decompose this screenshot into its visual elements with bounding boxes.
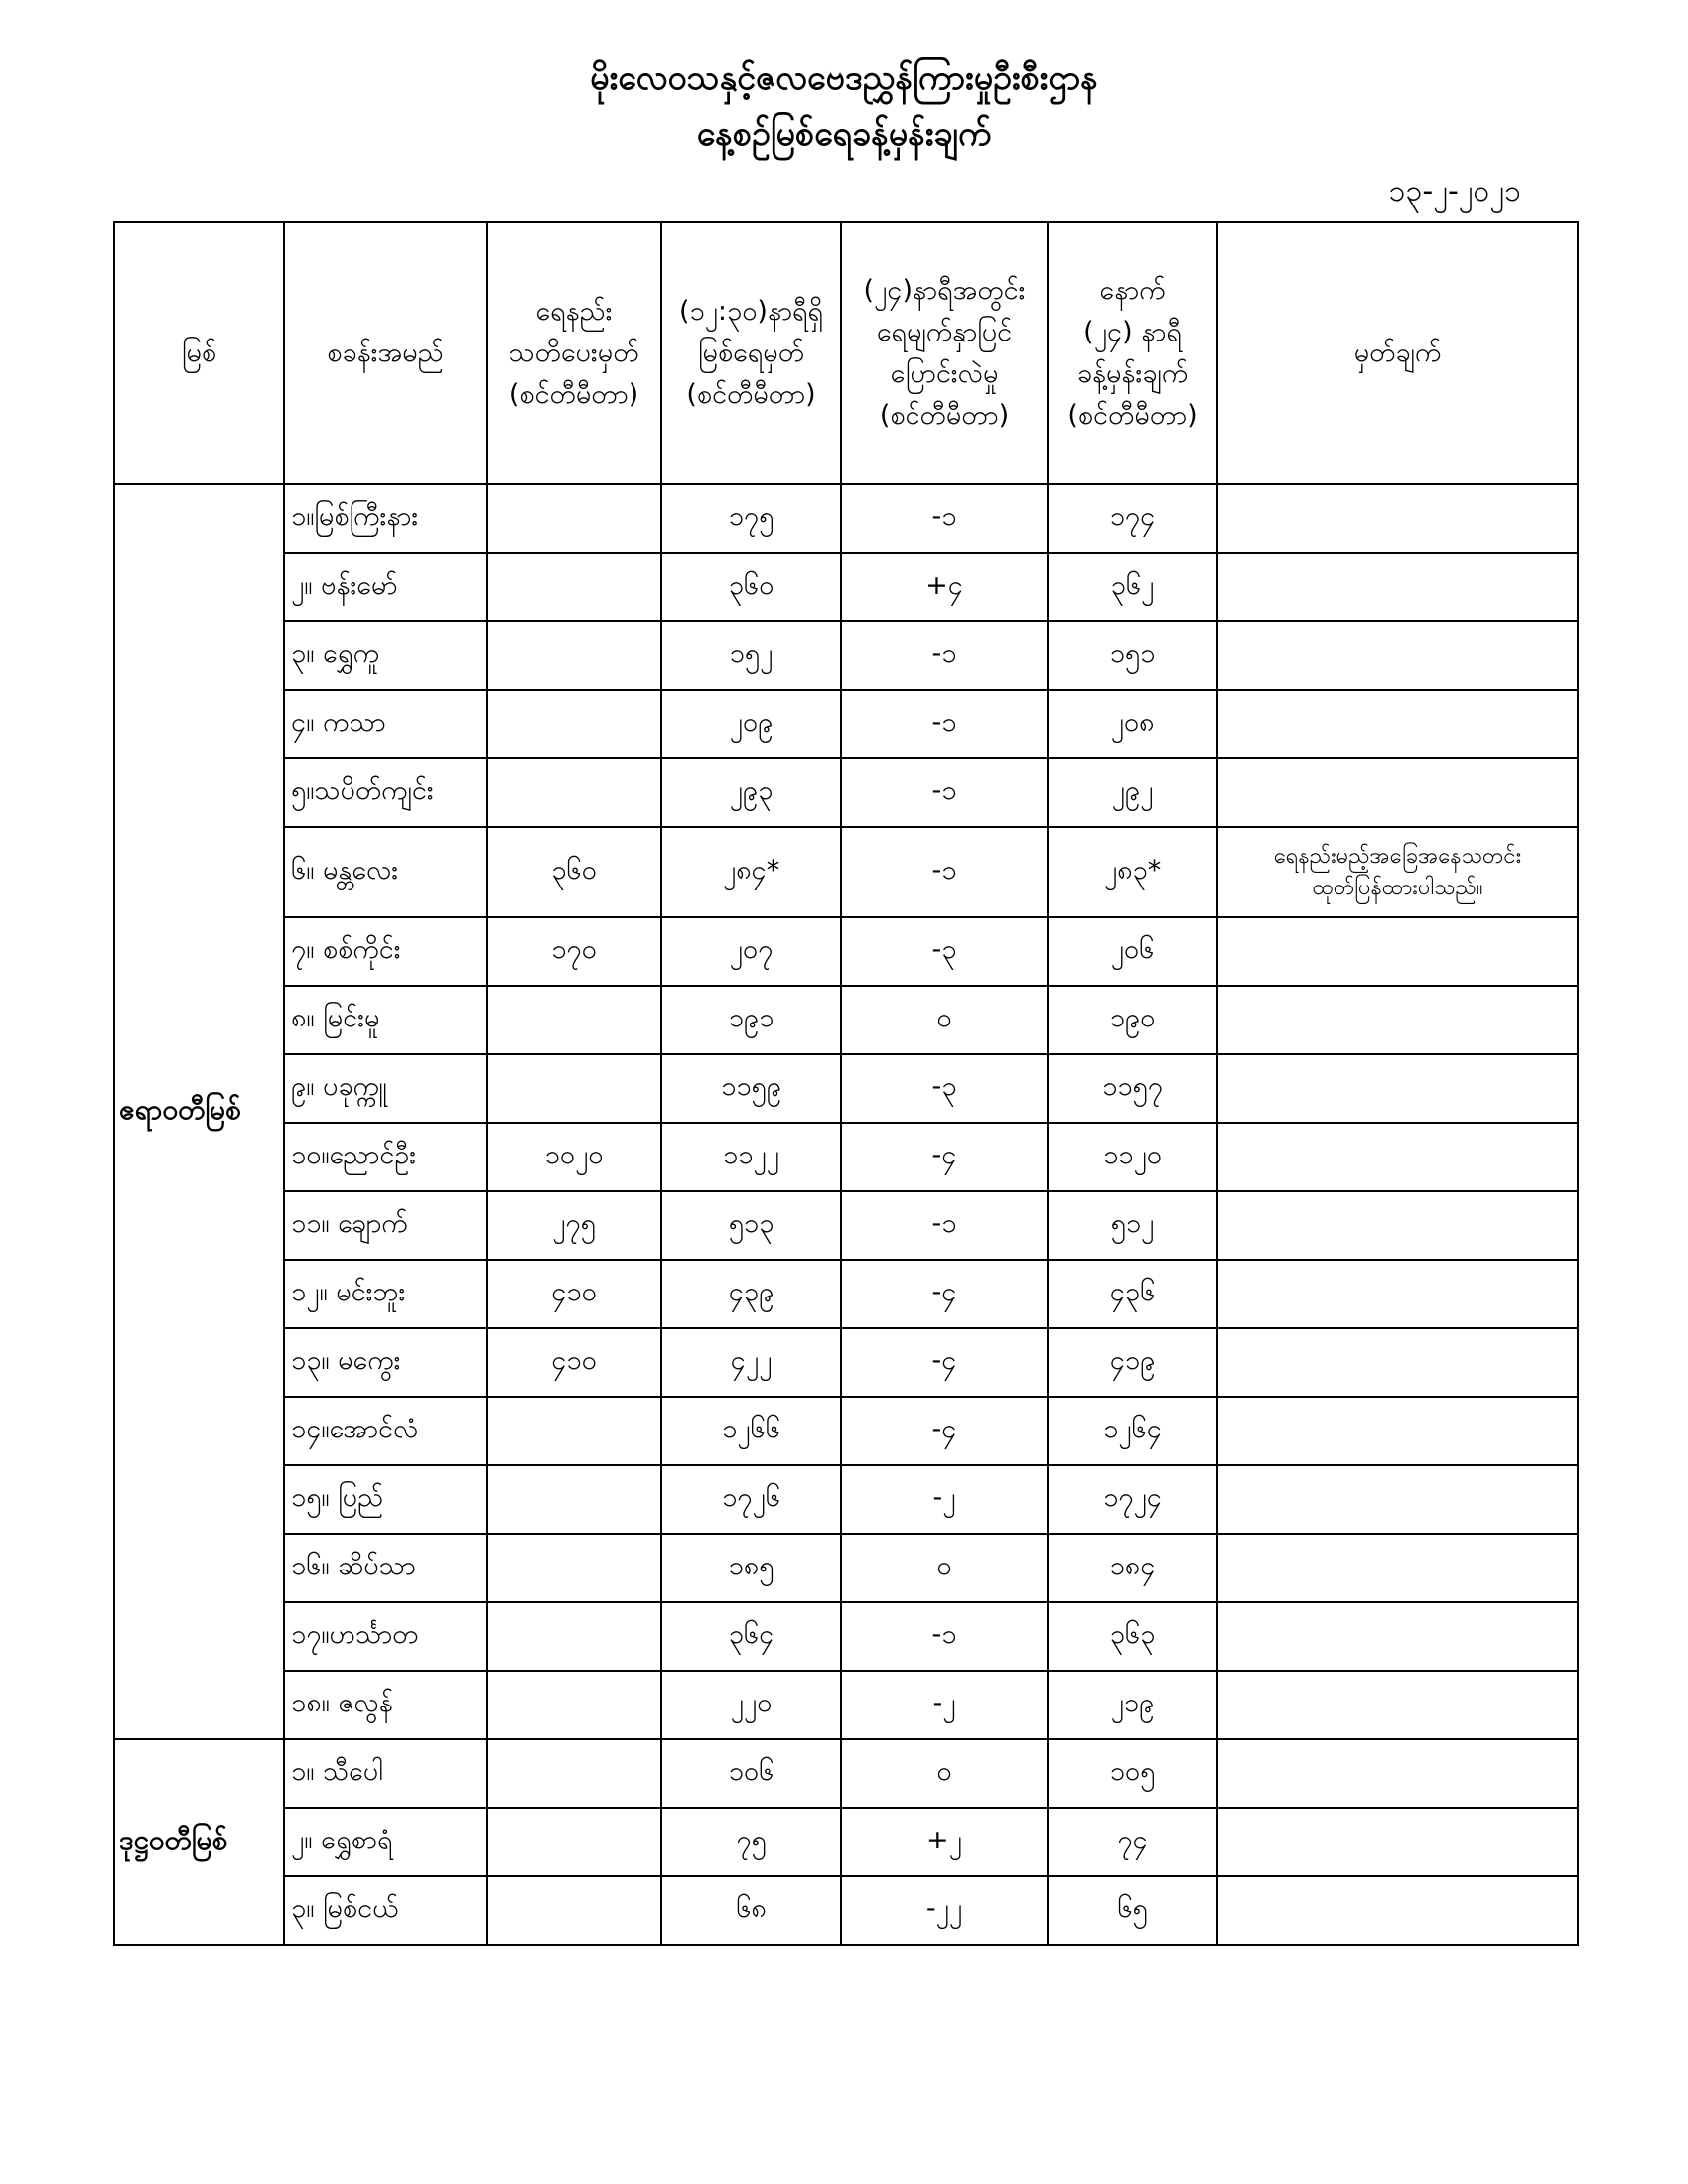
table-row (114, 1534, 1578, 1602)
warning-level-cell (487, 690, 661, 758)
station-name-cell: ၃။ ရွှေကူ (284, 621, 487, 690)
change-cell: +၄ (841, 553, 1048, 621)
station-name-cell: ၁၃။ မကွေး (284, 1328, 487, 1397)
water-level-cell: ၃၆၀ (661, 553, 841, 621)
station-name-cell: ၁၂။ မင်းဘူး (284, 1260, 487, 1328)
table-row (114, 1671, 1578, 1739)
warning-level-cell: ၁၇၀ (487, 917, 661, 986)
warning-level-cell: ၁၀၂၀ (487, 1123, 661, 1191)
water-level-cell: ၁၁၅၉ (661, 1054, 841, 1123)
table-row (114, 1328, 1578, 1397)
remark-cell (1217, 917, 1578, 986)
water-level-cell: ၇၅ (661, 1808, 841, 1876)
remark-cell (1217, 1671, 1578, 1739)
water-level-cell: ၂၉၃ (661, 758, 841, 827)
change-cell: -၃ (841, 1054, 1048, 1123)
forecast-cell: ၁၁၂၀ (1048, 1123, 1217, 1191)
station-name-cell: ၁၈။ ဇလွန် (284, 1671, 487, 1739)
warning-level-cell (487, 1054, 661, 1123)
change-cell: -၂၂ (841, 1876, 1048, 1945)
station-name-cell: ၁။ သီပေါ (284, 1739, 487, 1808)
col-header-forecast: နောက် (၂၄) နာရီ ခန့်မှန်းချက် (စင်တီမီတာ) (1048, 222, 1217, 484)
remark-cell (1217, 1602, 1578, 1671)
station-name-cell: ၁၄။အောင်လံ (284, 1397, 487, 1465)
table-header-row (114, 222, 1578, 484)
remark-cell (1217, 1123, 1578, 1191)
river-level-table (113, 221, 1579, 1946)
water-level-cell: ၂၂၀ (661, 1671, 841, 1739)
forecast-cell: ၁၇၄ (1048, 484, 1217, 553)
warning-level-cell: ၄၁၀ (487, 1328, 661, 1397)
station-name-cell: ၇။ စစ်ကိုင်း (284, 917, 487, 986)
table-body (114, 484, 1578, 1945)
warning-level-cell: ၂၇၅ (487, 1191, 661, 1260)
remark-cell: ရေနည်းမည့်အခြေအနေသတင်း ထုတ်ပြန်ထားပါသည်။ (1217, 827, 1578, 917)
river-name-cell: ဧရာဝတီမြစ် (114, 484, 284, 1739)
table-row (114, 553, 1578, 621)
table-row (114, 1739, 1578, 1808)
water-level-cell: ၁၀၆ (661, 1739, 841, 1808)
table-row (114, 1054, 1578, 1123)
table-row (114, 1397, 1578, 1465)
remark-cell (1217, 1739, 1578, 1808)
remark-cell (1217, 986, 1578, 1054)
water-level-cell: ၂၈၄* (661, 827, 841, 917)
water-level-cell: ၁၅၂ (661, 621, 841, 690)
forecast-cell: ၄၃၆ (1048, 1260, 1217, 1328)
water-level-cell: ၁၉၁ (661, 986, 841, 1054)
forecast-cell: ၇၄ (1048, 1808, 1217, 1876)
table-row (114, 484, 1578, 553)
warning-level-cell (487, 1534, 661, 1602)
table-row (114, 621, 1578, 690)
table-row (114, 917, 1578, 986)
forecast-cell: ၃၆၃ (1048, 1602, 1217, 1671)
remark-cell (1217, 1876, 1578, 1945)
warning-level-cell (487, 1465, 661, 1534)
col-header-remark: မှတ်ချက် (1217, 222, 1578, 484)
remark-cell (1217, 1808, 1578, 1876)
remark-cell (1217, 621, 1578, 690)
station-name-cell: ၅။သပိတ်ကျင်း (284, 758, 487, 827)
forecast-cell: ၁၅၁ (1048, 621, 1217, 690)
forecast-cell: ၂၉၂ (1048, 758, 1217, 827)
change-cell: -၁ (841, 690, 1048, 758)
warning-level-cell (487, 1671, 661, 1739)
table-row (114, 1602, 1578, 1671)
forecast-cell: ၂၀၈ (1048, 690, 1217, 758)
warning-level-cell (487, 1397, 661, 1465)
change-cell: ၀ (841, 1534, 1048, 1602)
change-cell: -၁ (841, 484, 1048, 553)
water-level-cell: ၁၇၂၆ (661, 1465, 841, 1534)
forecast-cell: ၂၈၃* (1048, 827, 1217, 917)
remark-cell (1217, 1328, 1578, 1397)
warning-level-cell (487, 621, 661, 690)
station-name-cell: ၁၁။ ချောက် (284, 1191, 487, 1260)
col-header-warning-level: ရေနည်း သတိပေးမှတ် (စင်တီမီတာ) (487, 222, 661, 484)
forecast-cell: ၂၁၉ (1048, 1671, 1217, 1739)
station-name-cell: ၁၆။ ဆိပ်သာ (284, 1534, 487, 1602)
forecast-cell: ၄၁၉ (1048, 1328, 1217, 1397)
change-cell: ၀ (841, 986, 1048, 1054)
station-name-cell: ၁၀။ညောင်ဦး (284, 1123, 487, 1191)
water-level-cell: ၆၈ (661, 1876, 841, 1945)
remark-cell (1217, 1260, 1578, 1328)
remark-cell (1217, 1191, 1578, 1260)
table-row (114, 1465, 1578, 1534)
station-name-cell: ၁။မြစ်ကြီးနား (284, 484, 487, 553)
remark-cell (1217, 690, 1578, 758)
warning-level-cell (487, 1602, 661, 1671)
change-cell: -၁ (841, 758, 1048, 827)
water-level-cell: ၁၂၆၆ (661, 1397, 841, 1465)
forecast-cell: ၁၁၅၇ (1048, 1054, 1217, 1123)
warning-level-cell (487, 1876, 661, 1945)
forecast-cell: ၁၉၀ (1048, 986, 1217, 1054)
station-name-cell: ၁၅။ ပြည် (284, 1465, 487, 1534)
water-level-cell: ၁၇၅ (661, 484, 841, 553)
station-name-cell: ၃။ မြစ်ငယ် (284, 1876, 487, 1945)
change-cell: -၁ (841, 827, 1048, 917)
station-name-cell: ၆။ မန္တလေး (284, 827, 487, 917)
report-title: နေ့စဉ်မြစ်ရေခန့်မှန်းချက် (696, 114, 992, 154)
change-cell: ၀ (841, 1739, 1048, 1808)
change-cell: +၂ (841, 1808, 1048, 1876)
remark-cell (1217, 484, 1578, 553)
change-cell: -၄ (841, 1397, 1048, 1465)
warning-level-cell (487, 553, 661, 621)
station-name-cell: ၈။ မြင်းမူ (284, 986, 487, 1054)
forecast-cell: ၅၁၂ (1048, 1191, 1217, 1260)
col-header-station: စခန်းအမည် (284, 222, 487, 484)
warning-level-cell: ၄၁၀ (487, 1260, 661, 1328)
remark-cell (1217, 1465, 1578, 1534)
table-row (114, 1876, 1578, 1945)
remark-cell (1217, 1397, 1578, 1465)
station-name-cell: ၄။ ကသာ (284, 690, 487, 758)
remark-cell (1217, 1534, 1578, 1602)
forecast-cell: ၁၇၂၄ (1048, 1465, 1217, 1534)
station-name-cell: ၉။ ပခုက္ကူ (284, 1054, 487, 1123)
remark-cell (1217, 1054, 1578, 1123)
change-cell: -၃ (841, 917, 1048, 986)
department-title: မိုးလေဝသနှင့်ဇလဗေဒညွှန်ကြားမှုဦးစီးဌာန (590, 59, 1098, 98)
change-cell: -၁ (841, 621, 1048, 690)
table-row (114, 690, 1578, 758)
river-name-cell: ဒုဋ္ဌဝတီမြစ် (114, 1739, 284, 1945)
water-level-cell: ၁၁၂၂ (661, 1123, 841, 1191)
warning-level-cell (487, 986, 661, 1054)
col-header-24h-change: (၂၄)နာရီအတွင်း ရေမျက်နှာပြင် ပြောင်းလဲမှု (စင်တီမီတာ) (841, 222, 1048, 484)
table-row (114, 1260, 1578, 1328)
water-level-cell: ၄၂၂ (661, 1328, 841, 1397)
table-row (114, 827, 1578, 917)
water-level-cell: ၄၃၉ (661, 1260, 841, 1328)
change-cell: -၄ (841, 1328, 1048, 1397)
water-level-cell: ၁၈၅ (661, 1534, 841, 1602)
remark-cell (1217, 553, 1578, 621)
water-level-cell: ၃၆၄ (661, 1602, 841, 1671)
report-date: ၁၃-၂-၂၀၂၁ (1388, 174, 1521, 208)
remark-cell (1217, 758, 1578, 827)
table-row (114, 1123, 1578, 1191)
warning-level-cell (487, 1808, 661, 1876)
forecast-cell: ၁၀၅ (1048, 1739, 1217, 1808)
table-row (114, 1808, 1578, 1876)
station-name-cell: ၂။ ဗန်းမော် (284, 553, 487, 621)
change-cell: -၄ (841, 1260, 1048, 1328)
col-header-water-level: (၁၂:၃၀)နာရီရှိ မြစ်ရေမှတ် (စင်တီမီတာ) (661, 222, 841, 484)
change-cell: -၁ (841, 1602, 1048, 1671)
table-row (114, 986, 1578, 1054)
table-row (114, 758, 1578, 827)
warning-level-cell (487, 484, 661, 553)
water-level-cell: ၂၀၉ (661, 690, 841, 758)
forecast-cell: ၂၀၆ (1048, 917, 1217, 986)
warning-level-cell (487, 1739, 661, 1808)
change-cell: -၁ (841, 1191, 1048, 1260)
change-cell: -၂ (841, 1671, 1048, 1739)
forecast-cell: ၁၂၆၄ (1048, 1397, 1217, 1465)
forecast-cell: ၆၅ (1048, 1876, 1217, 1945)
col-header-river: မြစ် (114, 222, 284, 484)
station-name-cell: ၁၇။ဟင်္သာတ (284, 1602, 487, 1671)
water-level-cell: ၅၁၃ (661, 1191, 841, 1260)
station-name-cell: ၂။ ရွှေစာရံ (284, 1808, 487, 1876)
forecast-cell: ၃၆၂ (1048, 553, 1217, 621)
water-level-cell: ၂၀၇ (661, 917, 841, 986)
warning-level-cell: ၃၆၀ (487, 827, 661, 917)
change-cell: -၂ (841, 1465, 1048, 1534)
table-row (114, 1191, 1578, 1260)
change-cell: -၄ (841, 1123, 1048, 1191)
forecast-cell: ၁၈၄ (1048, 1534, 1217, 1602)
warning-level-cell (487, 758, 661, 827)
